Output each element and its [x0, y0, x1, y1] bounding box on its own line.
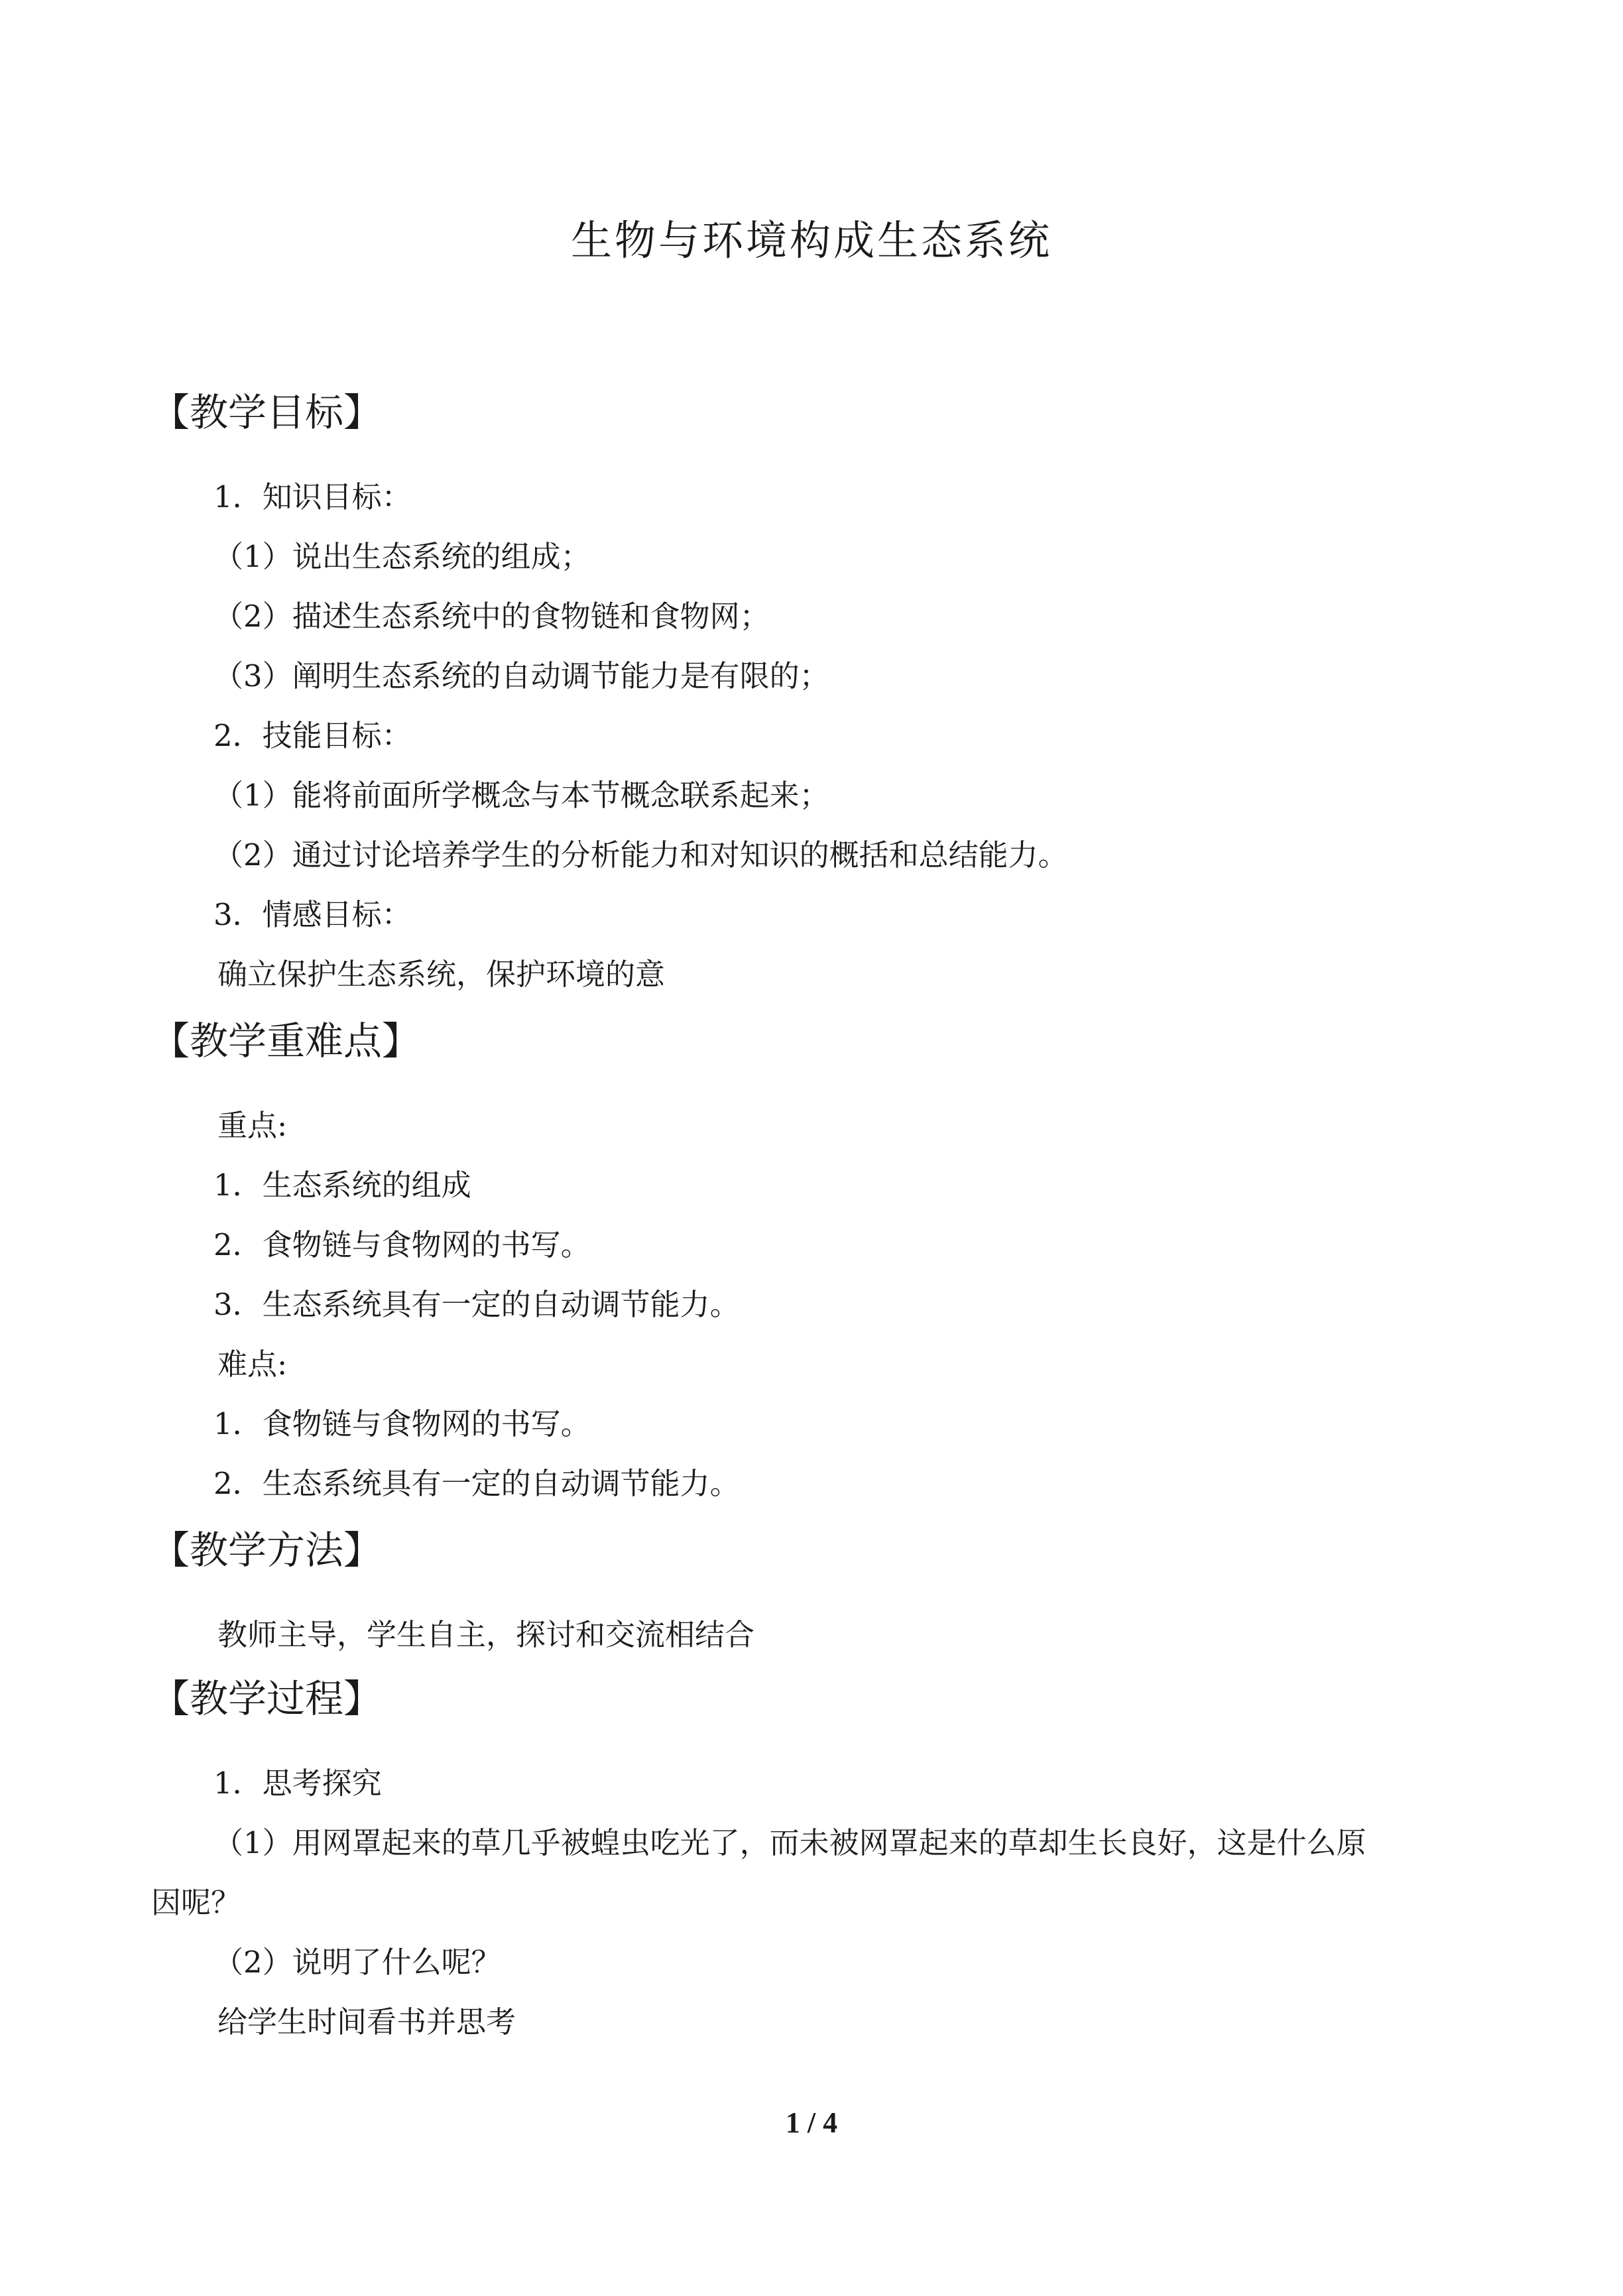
page-number: 1 / 4: [785, 2106, 838, 2139]
objectives-line: （2）通过讨论培养学生的分析能力和对知识的概括和总结能力。: [213, 837, 1068, 873]
process-line: 给学生时间看书并思考: [217, 2004, 516, 2039]
key-points-line: 2．生态系统具有一定的自动调节能力。: [213, 1466, 740, 1501]
objectives-line: （3）阐明生态系统的自动调节能力是有限的；: [213, 658, 829, 694]
process-line: 1．思考探究: [213, 1766, 382, 1801]
objectives-line: （1）说出生态系统的组成；: [213, 539, 591, 574]
section-heading-methods: 【教学方法】: [151, 1528, 383, 1573]
section-heading-objectives: 【教学目标】: [151, 390, 383, 435]
objectives-line: （1）能将前面所学概念与本节概念联系起来；: [213, 778, 829, 813]
objectives-line: 2．技能目标：: [213, 718, 412, 753]
section-heading-key-points: 【教学重难点】: [151, 1018, 421, 1063]
objectives-line: 3．情感目标：: [213, 897, 412, 932]
key-points-line: 1．生态系统的组成: [213, 1168, 471, 1203]
process-line: （2）说明了什么呢？: [213, 1945, 501, 1980]
key-points-line: 重点:: [217, 1108, 288, 1143]
objectives-line: 1．知识目标：: [213, 479, 412, 514]
process-line: 因呢？: [151, 1885, 241, 1920]
document-title: 生物与环境构成生态系统: [570, 216, 1052, 265]
objectives-line: 确立保护生态系统，保护环境的意: [217, 957, 666, 992]
key-points-line: 2．食物链与食物网的书写。: [213, 1227, 591, 1262]
section-heading-process: 【教学过程】: [151, 1676, 383, 1721]
process-line: （1）用网罩起来的草几乎被蝗虫吃光了，而未被网罩起来的草却生长良好，这是什么原: [213, 1825, 1366, 1860]
objectives-line: （2）描述生态系统中的食物链和食物网；: [213, 599, 770, 634]
methods-line: 教师主导，学生自主，探讨和交流相结合: [217, 1617, 755, 1652]
key-points-line: 3．生态系统具有一定的自动调节能力。: [213, 1287, 740, 1322]
key-points-line: 难点:: [217, 1347, 288, 1382]
key-points-line: 1．食物链与食物网的书写。: [213, 1406, 591, 1441]
